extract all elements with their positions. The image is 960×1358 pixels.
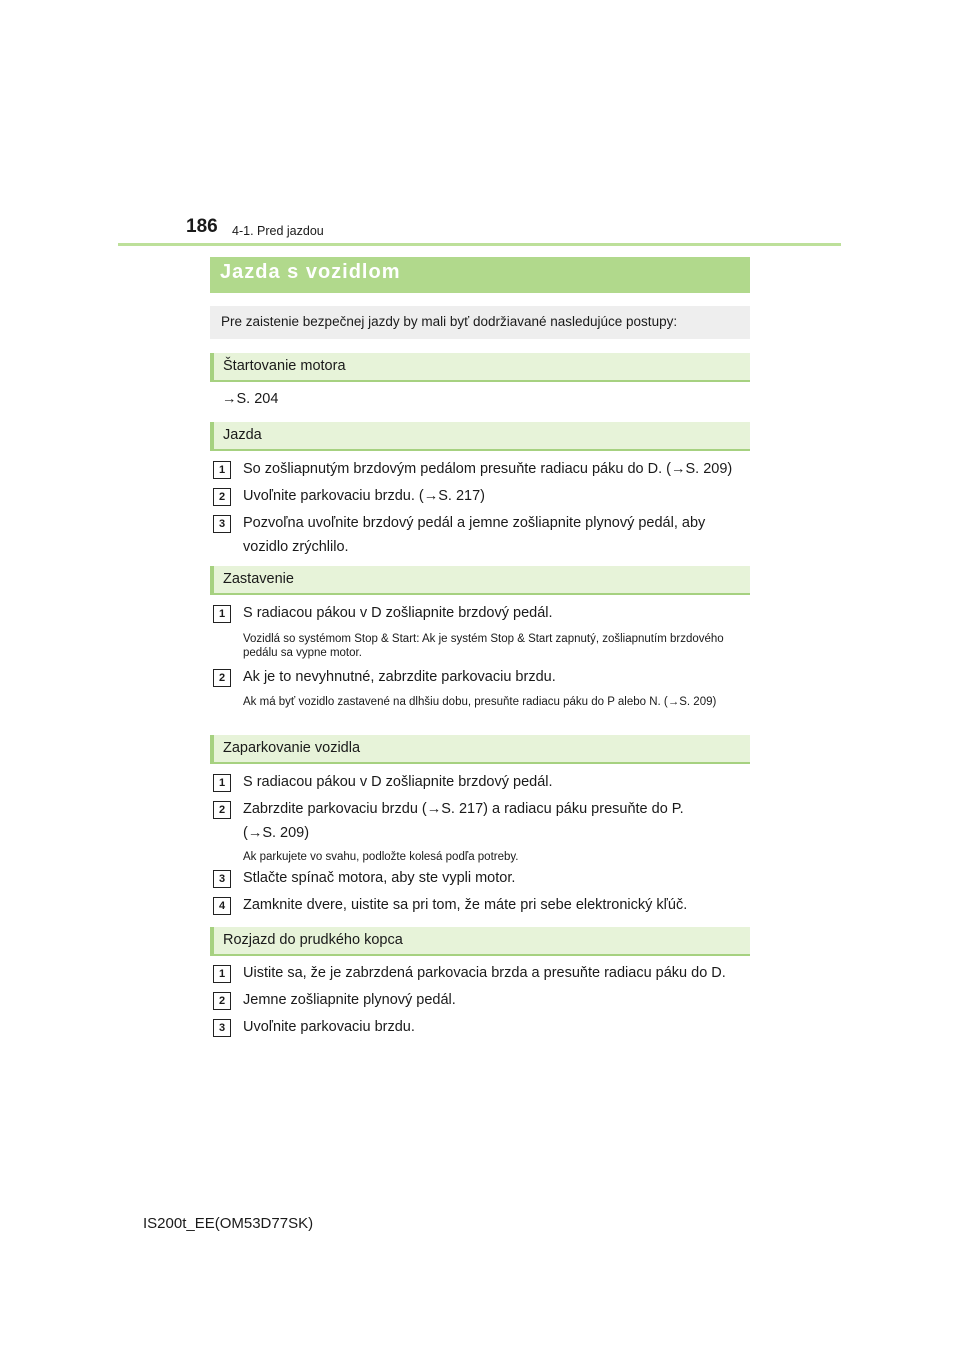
- step-text: Uvoľnite parkovaciu brzdu. (→S. 217): [243, 488, 485, 504]
- step-text: S radiacou pákou v D zošliapnite brzdový pedál.: [243, 774, 553, 790]
- section-heading-text: Štartovanie motora: [223, 358, 346, 374]
- step-number: 4: [213, 897, 231, 915]
- section-heading-text: Rozjazd do prudkého kopca: [223, 932, 403, 948]
- step-number: 3: [213, 515, 231, 533]
- step-number: 3: [213, 870, 231, 888]
- step-text: Zamknite dvere, uistite sa pri tom, že máte pri sebe elektronický kľúč.: [243, 897, 688, 913]
- section-heading-stop: [210, 566, 750, 595]
- section-heading-park: [210, 735, 750, 764]
- title-bar: [210, 257, 750, 293]
- section-heading-text: Zaparkovanie vozidla: [223, 740, 361, 756]
- step-text: Uvoľnite parkovaciu brzdu.: [243, 1019, 415, 1035]
- step-text: Uistite sa, že je zabrzdená parkovacia brzda a presuňte radiacu páku do D.: [243, 965, 726, 981]
- section-heading-text: Zastavenie: [223, 571, 294, 587]
- step-text: Stlačte spínač motora, aby ste vypli motor.: [243, 870, 516, 886]
- page-title: Jazda s vozidlom: [220, 261, 401, 283]
- step-text: S radiacou pákou v D zošliapnite brzdový pedál.: [243, 605, 553, 621]
- intro-box: [210, 306, 750, 339]
- section-heading-text: Jazda: [223, 427, 262, 443]
- step-number: 2: [213, 669, 231, 687]
- step-number: 2: [213, 992, 231, 1010]
- section-heading-start: [210, 353, 750, 382]
- intro-text: Pre zaistenie bezpečnej jazdy by mali byť dodržiavané nasledujúce postupy:: [221, 314, 678, 329]
- header-rule: [118, 243, 841, 246]
- section-heading-hill: [210, 927, 750, 956]
- step-number: 2: [213, 801, 231, 819]
- step-note: Vozidlá so systémom Stop & Start: Ak je systém Stop & Start zapnutý, zošliapnutím brzdového pedálu sa vypne motor.: [243, 633, 724, 659]
- step-number: 1: [213, 774, 231, 792]
- step-number: 3: [213, 1019, 231, 1037]
- step-text: Zabrzdite parkovaciu brzdu (→S. 217) a radiacu páku presuňte do P. (→S. 209): [243, 801, 684, 841]
- step-text: Pozvoľna uvoľnite brzdový pedál a jemne zošliapnite plynový pedál, aby vozidlo zrýchlilo.: [243, 515, 706, 555]
- step-note: Ak má byť vozidlo zastavené na dlhšiu dobu, presuňte radiacu páku do P alebo N. (→S. 209): [243, 696, 717, 708]
- page-number: 186: [186, 216, 218, 237]
- step-number: 1: [213, 605, 231, 623]
- document-code: IS200t_EE(OM53D77SK): [143, 1215, 314, 1232]
- section-path: 4-1. Pred jazdou: [232, 224, 324, 238]
- page-reference: →S. 204: [222, 391, 279, 407]
- step-text: Ak je to nevyhnutné, zabrzdite parkovaciu brzdu.: [243, 669, 556, 685]
- section-heading-drive: [210, 422, 750, 451]
- step-number: 1: [213, 965, 231, 983]
- step-note: Ak parkujete vo svahu, podložte kolesá podľa potreby.: [243, 851, 519, 863]
- step-number: 1: [213, 461, 231, 479]
- step-text: So zošliapnutým brzdovým pedálom presuňte radiacu páku do D. (→S. 209): [243, 461, 733, 477]
- step-number: 2: [213, 488, 231, 506]
- step-text: Jemne zošliapnite plynový pedál.: [243, 992, 456, 1008]
